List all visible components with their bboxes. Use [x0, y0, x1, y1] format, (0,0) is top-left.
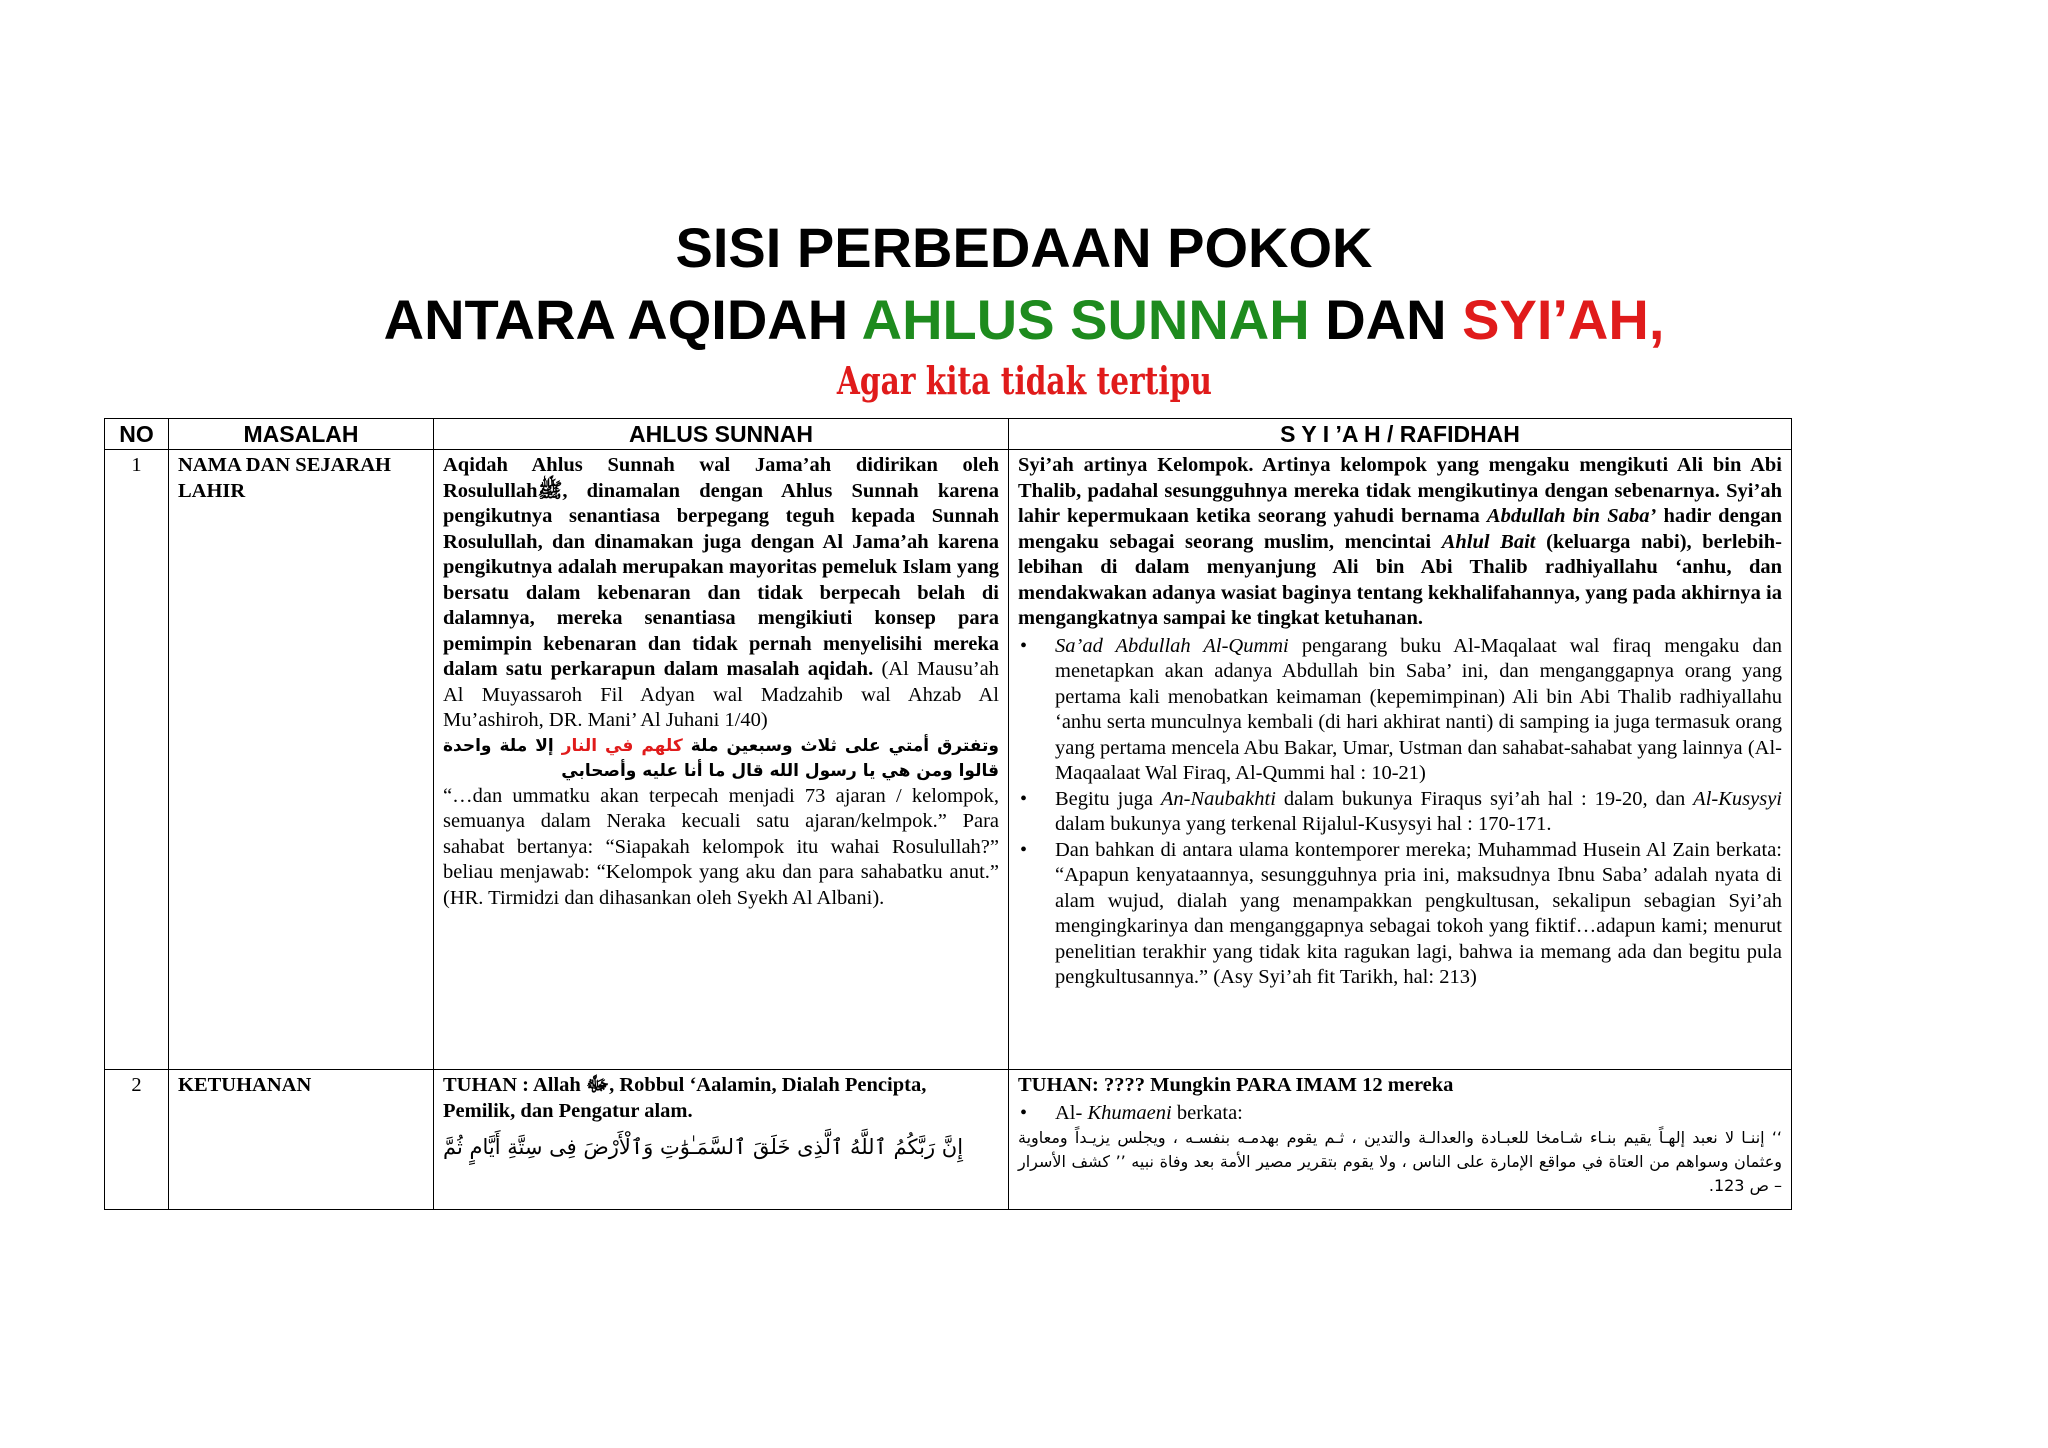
header-ahlus-sunnah: AHLUS SUNNAH	[434, 419, 1009, 450]
title-ahlus-sunnah: AHLUS SUNNAH	[861, 288, 1310, 351]
syiah-intro-a: Syi’ah artinya Kelompok. Artinya kelompok yang mengaku mengikuti Ali bin Abi Thalib, padahal sesungguhnya mereka tidak mengikutinya dengan sebenarnya. Syi’ah lahir kepermukaan ketika seorang yahudi bernama	[1018, 454, 1782, 527]
list-item	[1020, 838, 1782, 991]
row1-masalah: NAMA DAN SEJARAH LAHIR	[169, 450, 434, 1070]
row2-ahlus-cell	[434, 1070, 1009, 1210]
row1-syiah-bullets	[1018, 634, 1782, 991]
row2-syiah-arabic-quote: ‘‘ إننـا لا نعبد إلهـاً يقيم بنـاء شـامخا للعبـادة والعدالـة والتدين ، ثـم يقوم بهدمـه بنفسـه ، ويجلس يزيـداً ومعاوية وعثمان وسواهم من العتاة في مواقع الإمارة على الناس ، ولا يقوم بتقرير مصير الأمة بعد وفاة نبيه ’’ كشف الأسرار – ص 123.	[1018, 1128, 1782, 1195]
row1-ahlus-text	[443, 453, 999, 734]
bullet2-c: dalam bukunya yang terkenal Rijalul-Kusysyi hal : 170-171.	[1055, 813, 1552, 835]
syiah-intro-e: (keluarga nabi), berlebih-lebihan di dalam menyanjung Ali bin Abi Thalib radhiyallahu ‘anhu, dan mendakwakan adanya wasiat baginya tentang kekhalifahannya, yang pada akhirnya ia mengangkatnya sampai ke tingkat ketuhanan.	[1018, 530, 1782, 629]
row2-no: 2	[105, 1070, 169, 1210]
page-title-line1	[0, 212, 2048, 284]
row1-syiah-intro	[1018, 453, 1782, 632]
row2-bullet-b: berkata:	[1171, 1101, 1243, 1124]
row2-syiah-bullets	[1018, 1101, 1782, 1127]
page-title-line2	[0, 284, 2048, 356]
bullet1-name: Sa’ad Abdullah Al-Qummi	[1055, 634, 1289, 657]
bullet2-a: Begitu juga	[1055, 787, 1161, 810]
bullet3-text: Dan bahkan di antara ulama kontemporer mereka; Muhammad Husein Al Zain berkata: “Apapun kenyataannya, sesungguhnya pria ini, maksudnya Ibnu Saba’ adalah nyata di alam wujud, dialah yang menampakkan pengkultusan, sekalipun sebagian Syi’ah mengingkarinya dan menganggapnya sebagai tokoh yang fiktif…adapun kami; menurut penelitian terakhir yang tidak kita ragukan lagi, bahwa ia memang ada dan begitu pula pengkultusannya.” (Asy Syi’ah fit Tarikh, hal: 213)	[1055, 838, 1782, 988]
list-item	[1020, 787, 1782, 838]
header-no: NO	[105, 419, 169, 450]
comparison-table	[104, 418, 1792, 1210]
row1-hadith-arabic	[443, 734, 999, 784]
bullet2-name2: Al-Kusysyi	[1693, 787, 1782, 810]
bullet1-text: pengarang buku Al-Maqalaat wal firaq mengaku dan menetapkan akan adanya Abdullah bin Saba’ ini, dan menganggapnya orang yang pertama kali menobatkan keimaman (kepemimpinan) Ali bin Abi Thalib radhiyallahu ‘anhu serta munculnya kembali (di hari akhirat nanti) di samping ia juga termasuk orang yang pertama mencela Abu Bakar, Umar, Ustman dan sahabat-sahabat yang lainnya (Al-Maqaalaat Wal Firaq, Al-Qummi hal : 10-21)	[1055, 634, 1783, 784]
table-header-row	[105, 419, 1792, 450]
list-item	[1020, 1101, 1782, 1127]
row2-syiah-cell	[1009, 1070, 1792, 1210]
row1-ahlus-ref: (Al Mausu’ah Al Muyassaroh Fil Adyan wal Madzahib wal Ahzab Al Mu’ashiroh, DR. Mani’ Al Juhani 1/40)	[443, 658, 999, 731]
row2-bullet-name: Khumaeni	[1087, 1101, 1172, 1124]
bullet2-b: dalam bukunya Firaqus syi’ah hal : 19-20, dan	[1275, 787, 1694, 810]
list-item	[1020, 634, 1783, 787]
bullet-icon: •	[1020, 1101, 1028, 1124]
hadith-arabic-red: كلهم في النار	[561, 735, 683, 756]
header-masalah: MASALAH	[169, 419, 434, 450]
row1-ahlus-bold: Aqidah Ahlus Sunnah wal Jama’ah didirikan oleh Rosulullahﷺ, dinamalan dengan Ahlus Sunnah karena pengikutnya senantiasa berpegang teguh kepada Sunnah Rosulullah, dan dinamakan juga dengan Al Jama’ah karena pengikutnya adalah merupakan mayoritas pemeluk Islam yang bersatu dalam kebenaran dan tidak berpecah belah di dalamnya, mereka senantiasa mengikiuti konsep para pemimpin kebenaran dan tidak pernah menyelisihi mereka dalam satu perkarapun dalam masalah aqidah.	[443, 454, 999, 680]
bullet-icon: •	[1020, 787, 1028, 810]
table-row	[105, 1070, 1792, 1210]
header-syiah: S Y I ’A H / RAFIDHAH	[1009, 419, 1792, 450]
title-syiah: SYI’AH,	[1462, 288, 1665, 351]
row1-syiah-cell	[1009, 450, 1792, 1070]
row1-hadith-translation: “…dan ummatku akan terpecah menjadi 73 ajaran / kelompok, semuanya dalam Neraka kecuali satu ajaran/kelmpok.” Para sahabat bertanya: “Siapakah kelompok itu wahai Rosulullah?” beliau menjawab: “Kelompok yang aku dan para sahabatku anut.” (HR. Tirmidzi dan dihasankan oleh Syekh Al Albani).	[443, 784, 999, 909]
title-line2-mid: DAN	[1309, 288, 1463, 351]
row1-no: 1	[105, 450, 169, 1070]
table-row	[105, 450, 1792, 1070]
row2-masalah: KETUHANAN	[169, 1070, 434, 1210]
syiah-intro-c: hadir dengan mengaku sebagai seorang muslim, mencintai	[1018, 505, 1782, 553]
bullet-icon: •	[1020, 838, 1028, 861]
hadith-arabic-part2: إلا ملة واحدة قالوا ومن هي يا رسول الله قال ما أنا عليه وأصحابي	[443, 735, 999, 781]
bullet2-name: An-Naubakhti	[1160, 787, 1276, 810]
bullet-icon: •	[1020, 634, 1028, 657]
row2-ahlus-text: TUHAN : Allah ﷻ, Robbul ‘Aalamin, Dialah Pencipta, Pemilik, dan Pengatur alam.	[443, 1074, 927, 1122]
row1-ahlus-cell	[434, 450, 1009, 1070]
page-subtitle: Agar kita tidak tertipu	[836, 358, 1212, 403]
title-line2-prefix: ANTARA AQIDAH	[383, 288, 862, 351]
title-block	[0, 212, 2048, 406]
hadith-arabic-part1: وتفترق أمتي على ثلاث وسبعين ملة	[682, 735, 999, 756]
row2-quran-verse: إِنَّ رَبَّكُمُ ٱللَّهُ ٱلَّذِى خَلَقَ ٱلسَّمَـٰوَٰتِ وَٱلْأَرْضَ فِى سِتَّةِ أَيَّامٍ ثُمَّ	[443, 1135, 964, 1159]
syiah-intro-abdullah: Abdullah bin Saba’	[1486, 505, 1657, 527]
syiah-intro-ahlul-bait: Ahlul Bait	[1441, 530, 1536, 553]
title-line1-text: SISI PERBEDAAN POKOK	[675, 216, 1373, 279]
row2-syiah-heading: TUHAN: ???? Mungkin PARA IMAM 12 mereka	[1018, 1074, 1454, 1096]
row2-bullet-a: Al-	[1055, 1101, 1088, 1124]
